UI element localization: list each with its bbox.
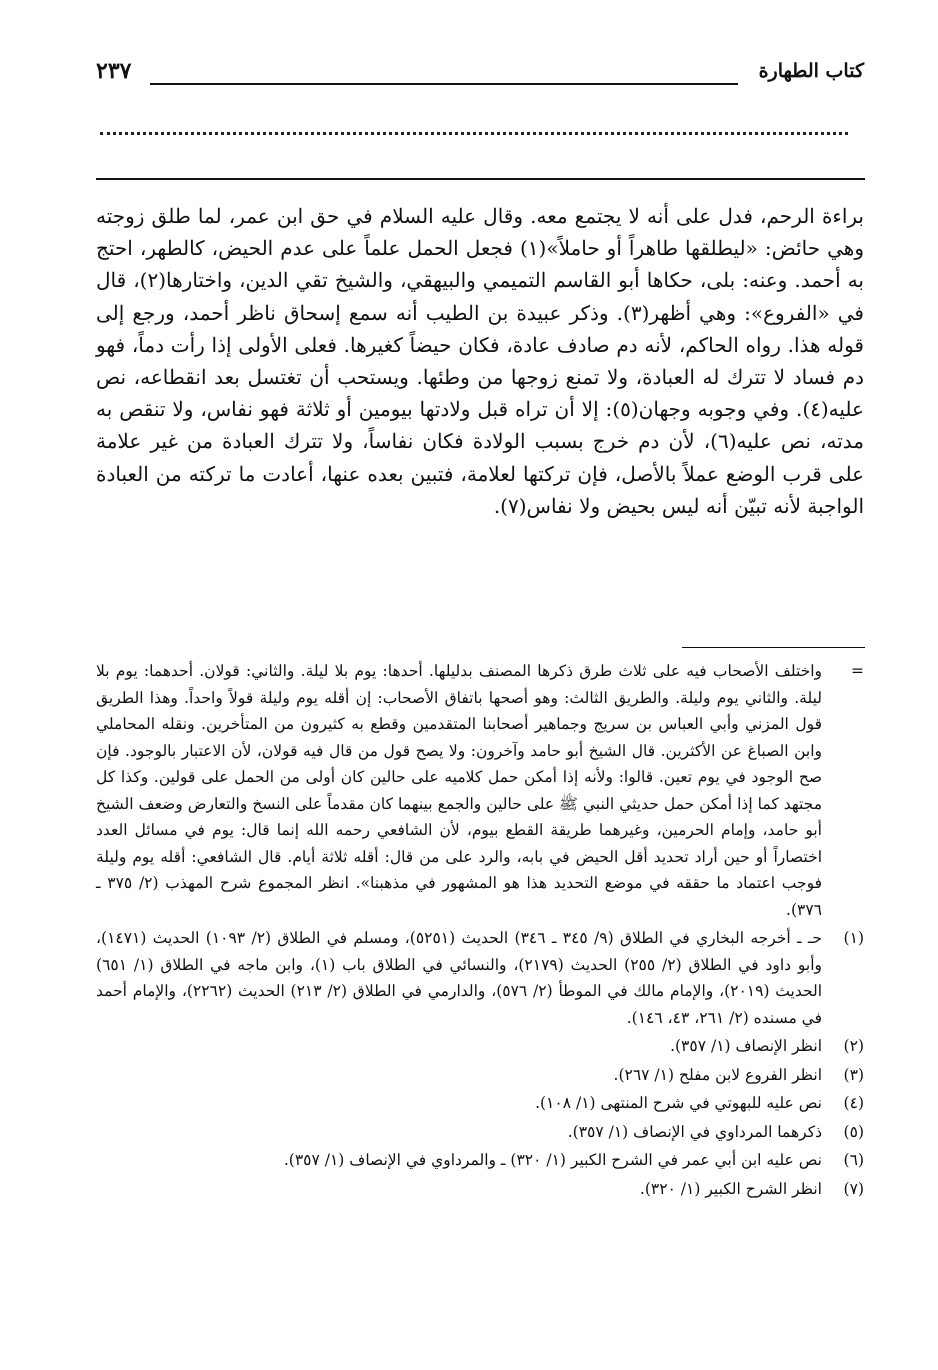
header-rule	[150, 83, 738, 85]
footnote-7	[96, 1176, 864, 1203]
footnote-text: ذكرهما المرداوي في الإنصاف (١/ ٣٥٧).	[567, 1122, 822, 1141]
footnote-continued	[96, 658, 864, 923]
main-paragraph: براءة الرحم، فدل على أنه لا يجتمع معه. وقال عليه السلام في حق ابن عمر، لما طلق زوجته وهي حائض: «ليطلقها طاهراً أو حاملاً»(١) فجعل الحمل علماً على عدم الحيض، كالطهر، احتج به أحمد. وعنه: بلى، حكاها أبو القاسم التميمي والبيهقي، والشيخ تقي الدين، واختارها(٢)، قال في «الفروع»: وهي أظهر(٣). وذكر عبيدة بن الطيب أنه سمع إسحاق ناظر أحمد، ورجع إلى قوله هذا. رواه الحاكم، لأنه دم صادف عادة، فكان حيضاً كغيرها. فعلى الأولى إذا رأت دماً، فهو دم فساد لا تترك له العبادة، ولا تمنع زوجها من وطئها. ويستحب أن تغتسل بعد انقطاعه، نص عليه(٤). وفي وجوبه وجهان(٥): إلا أن تراه قبل ولادتها بيومين أو ثلاثة فهو نفاس، ولا تنقص به مدته، نص عليه(٦)، لأن دم خرج بسبب الولادة فكان نفاساً، ولا تترك العبادة من غير علامة على قرب الوضع عملاً بالأصل، فإن تركتها لعلامة، فتبين بعده عنها، أعادت ما تركته من العبادة الواجبة لأنه تبيّن أنه ليس بحيض ولا نفاس(٧).	[96, 204, 864, 518]
footnote-rule	[682, 647, 865, 648]
footnote-5	[96, 1119, 864, 1146]
footnote-text: انظر الفروع لابن مفلح (١/ ٢٦٧).	[613, 1065, 822, 1084]
footnote-3	[96, 1062, 864, 1089]
footnote-text: نص عليه ابن أبي عمر في الشرح الكبير (١/ ٣٢٠) ـ والمرداوي في الإنصاف (١/ ٣٥٧).	[283, 1151, 822, 1169]
footnote-4	[96, 1090, 864, 1117]
footnote-1	[96, 925, 864, 1031]
footnote-text: انظر الإنصاف (١/ ٣٥٧).	[670, 1037, 822, 1055]
footnote-text: نص عليه للبهوتي في شرح المنتهى (١/ ١٠٨).	[535, 1094, 822, 1112]
footnotes	[96, 658, 864, 1202]
footnote-mark: (٥)	[843, 1122, 864, 1141]
section-rule	[96, 178, 865, 180]
footnote-mark: (٢)	[843, 1037, 864, 1055]
footnote-mark: (١)	[843, 929, 864, 947]
footnote-6	[96, 1147, 864, 1174]
dotted-separator	[100, 132, 848, 149]
footnote-mark: (٧)	[843, 1179, 864, 1198]
main-text-block	[96, 200, 864, 522]
footnote-text: انظر الشرح الكبير (١/ ٣٢٠).	[639, 1179, 822, 1198]
page-number: ٢٣٧	[96, 58, 132, 84]
footnote-text: واختلف الأصحاب فيه على ثلاث طرق ذكرها المصنف بدليلها. أحدها: يوم بلا ليلة. والثاني: قولان. أحدهما: يوم بلا ليلة. والثاني يوم وليلة. والطريق الثالث: وهو أصحها باتفاق الأصحاب: إن أقله يوم وليلة قولاً واحداً. وهذا الطريق قول المزني وأبي العباس بن سريج وجماهير أصحابنا المتقدمين وقطع به كثيرون من المتأخرين. ونقله المحاملي وابن الصباغ عن الأكثرين. قال الشيخ أبو حامد وآخرون: ولا يصح قول من قال فيه قولان، لأن الاعتبار بالوجود. فإن صح الوجود في يوم تعين. قالوا: ولأنه إذا أمكن حمل كلاميه على حالين كان أولى من الحمل على قولين. وكذا كل مجتهد كما إذا أمكن حمل حديثي النبي ﷺ على حالين والجمع بينهما كان مقدماً على النسخ والتعارض وضعف الشيخ أبو حامد، وإمام الحرمين، وغيرهما طريقة القطع بيوم، لأن الشافعي رحمه الله إنما قال: يوم في مسائل العدد اختصاراً أو حين أراد تحديد أقل الحيض في بابه، والرد على من قال: أقله ثلاثة أيام. قال الشافعي: أقله يوم وليلة فوجب اعتماد ما حققه في موضع التحديد هذا هو المشهور في مذهبنا». انظر المجموع شرح المهذب (٢/ ٣٧٥ ـ ٣٧٦).	[96, 662, 822, 919]
footnote-2	[96, 1033, 864, 1060]
footnote-mark: (٣)	[843, 1065, 864, 1084]
footnote-mark: (٦)	[843, 1151, 864, 1169]
running-header-title: كتاب الطهارة	[758, 60, 864, 82]
footnote-mark: =	[851, 662, 864, 680]
footnote-text: حـ ـ أخرجه البخاري في الطلاق (٩/ ٣٤٥ ـ ٣٤٦) الحديث (٥٢٥١)، ومسلم في الطلاق (٢/ ١٠٩٣) الحديث (١٤٧١)، وأبو داود في الطلاق (٢/ ٢٥٥) الحديث (٢١٧٩)، والنسائي في الطلاق باب (١)، وابن ماجه في الطلاق (١/ ٦٥١) الحديث (٢٠١٩)، والإمام مالك في الموطأ (٢/ ٥٧٦)، والدارمي في الطلاق (٢/ ٢١٣) الحديث (٢٢٦٢)، والإمام أحمد في مسنده (٢/ ٢٦١، ٤٣، ١٤٦).	[96, 929, 823, 1027]
footnote-mark: (٤)	[843, 1094, 864, 1112]
